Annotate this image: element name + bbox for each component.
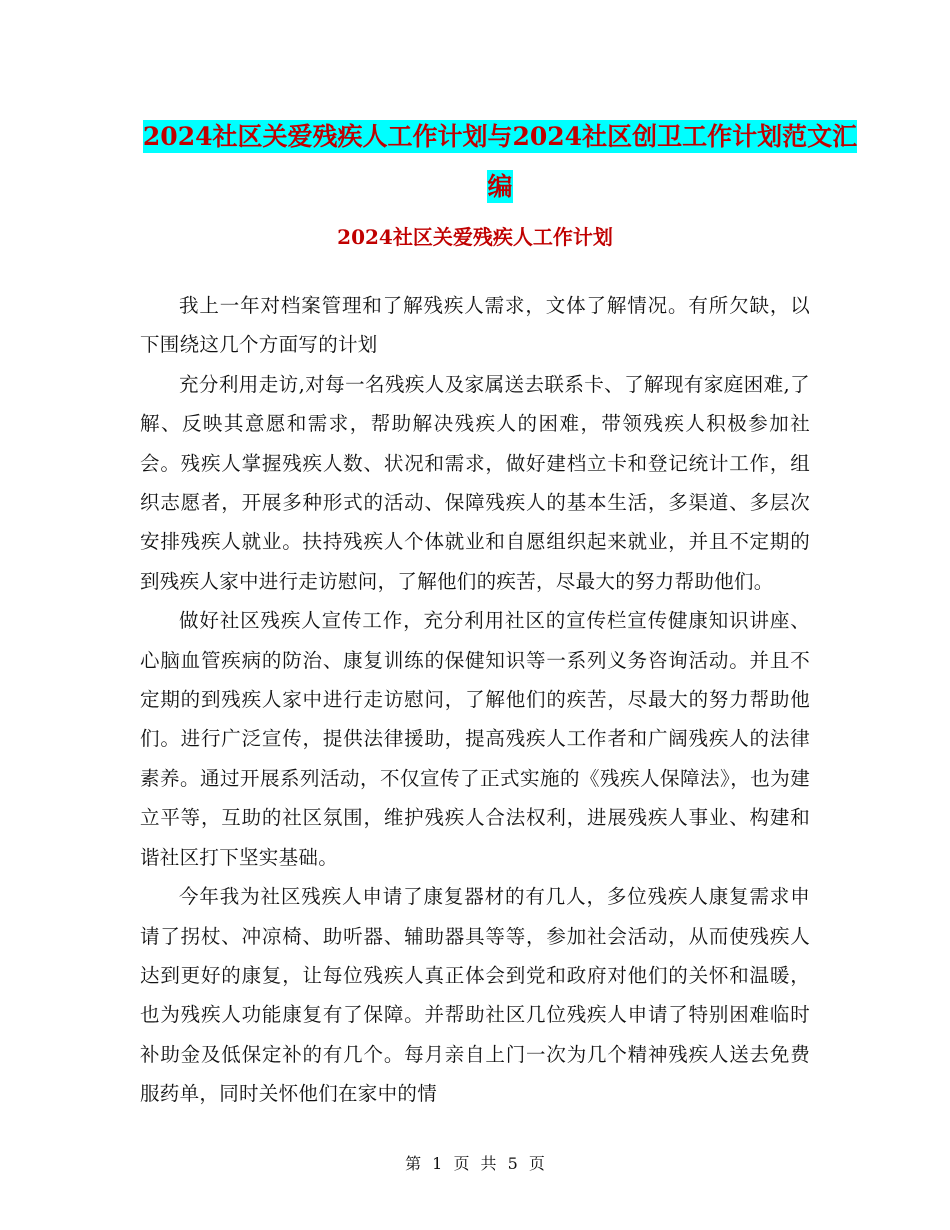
document-title-text: 2024社区关爱残疾人工作计划与2024社区创卫工作计划范文汇编 [142,122,858,201]
paragraph: 做好社区残疾人宣传工作，充分利用社区的宣传栏宣传健康知识讲座、心脑血管疾病的防治、康复训练的保健知识等一系列义务咨询活动。并且不定期的到残疾人家中进行走访慰问，了解他们的疾苦，尽最大的努力帮助他们。进行广泛宣传，提供法律援助，提高残疾人工作者和广阔残疾人的法律素养。通过开展系列活动，不仅宣传了正式实施的《残疾人保障法》，也为建立平等，互助的社区氛围，维护残疾人合法权利，进展残疾人事业、构建和谐社区打下坚实基础。 [140,609,810,869]
document-title [140,112,860,212]
section-title: 2024社区关爱残疾人工作计划 [337,225,613,249]
paragraph: 充分利用走访,对每一名残疾人及家属送去联系卡、了解现有家庭困难,了解、反映其意愿和需求，帮助解决残疾人的困难，带领残疾人积极参加社会。残疾人掌握残疾人数、状况和需求，做好建档立卡和登记统计工作，组织志愿者，开展多种形式的活动、保障残疾人的基本生活，多渠道、多层次安排残疾人就业。扶持残疾人个体就业和自愿组织起来就业，并且不定期的到残疾人家中进行走访慰问，了解他们的疾苦，尽最大的努力帮助他们。 [140,372,810,593]
page-footer: 第 1 页 共 5 页 [405,1154,545,1173]
body-text [140,286,810,1114]
paragraph: 今年我为社区残疾人申请了康复器材的有几人，多位残疾人康复需求申请了拐杖、冲凉椅、助听器、辅助器具等等，参加社会活动，从而使残疾人达到更好的康复，让每位残疾人真正体会到党和政府对他们的关怀和温暖，也为残疾人功能康复有了保障。并帮助社区几位残疾人申请了特别困难临时补助金及低保定补的有几个。每月亲自上门一次为几个精神残疾人送去免费服药单，同时关怀他们在家中的情 [140,885,810,1106]
paragraph: 我上一年对档案管理和了解残疾人需求，文体了解情况。有所欠缺，以下围绕这几个方面写的计划 [140,294,810,357]
